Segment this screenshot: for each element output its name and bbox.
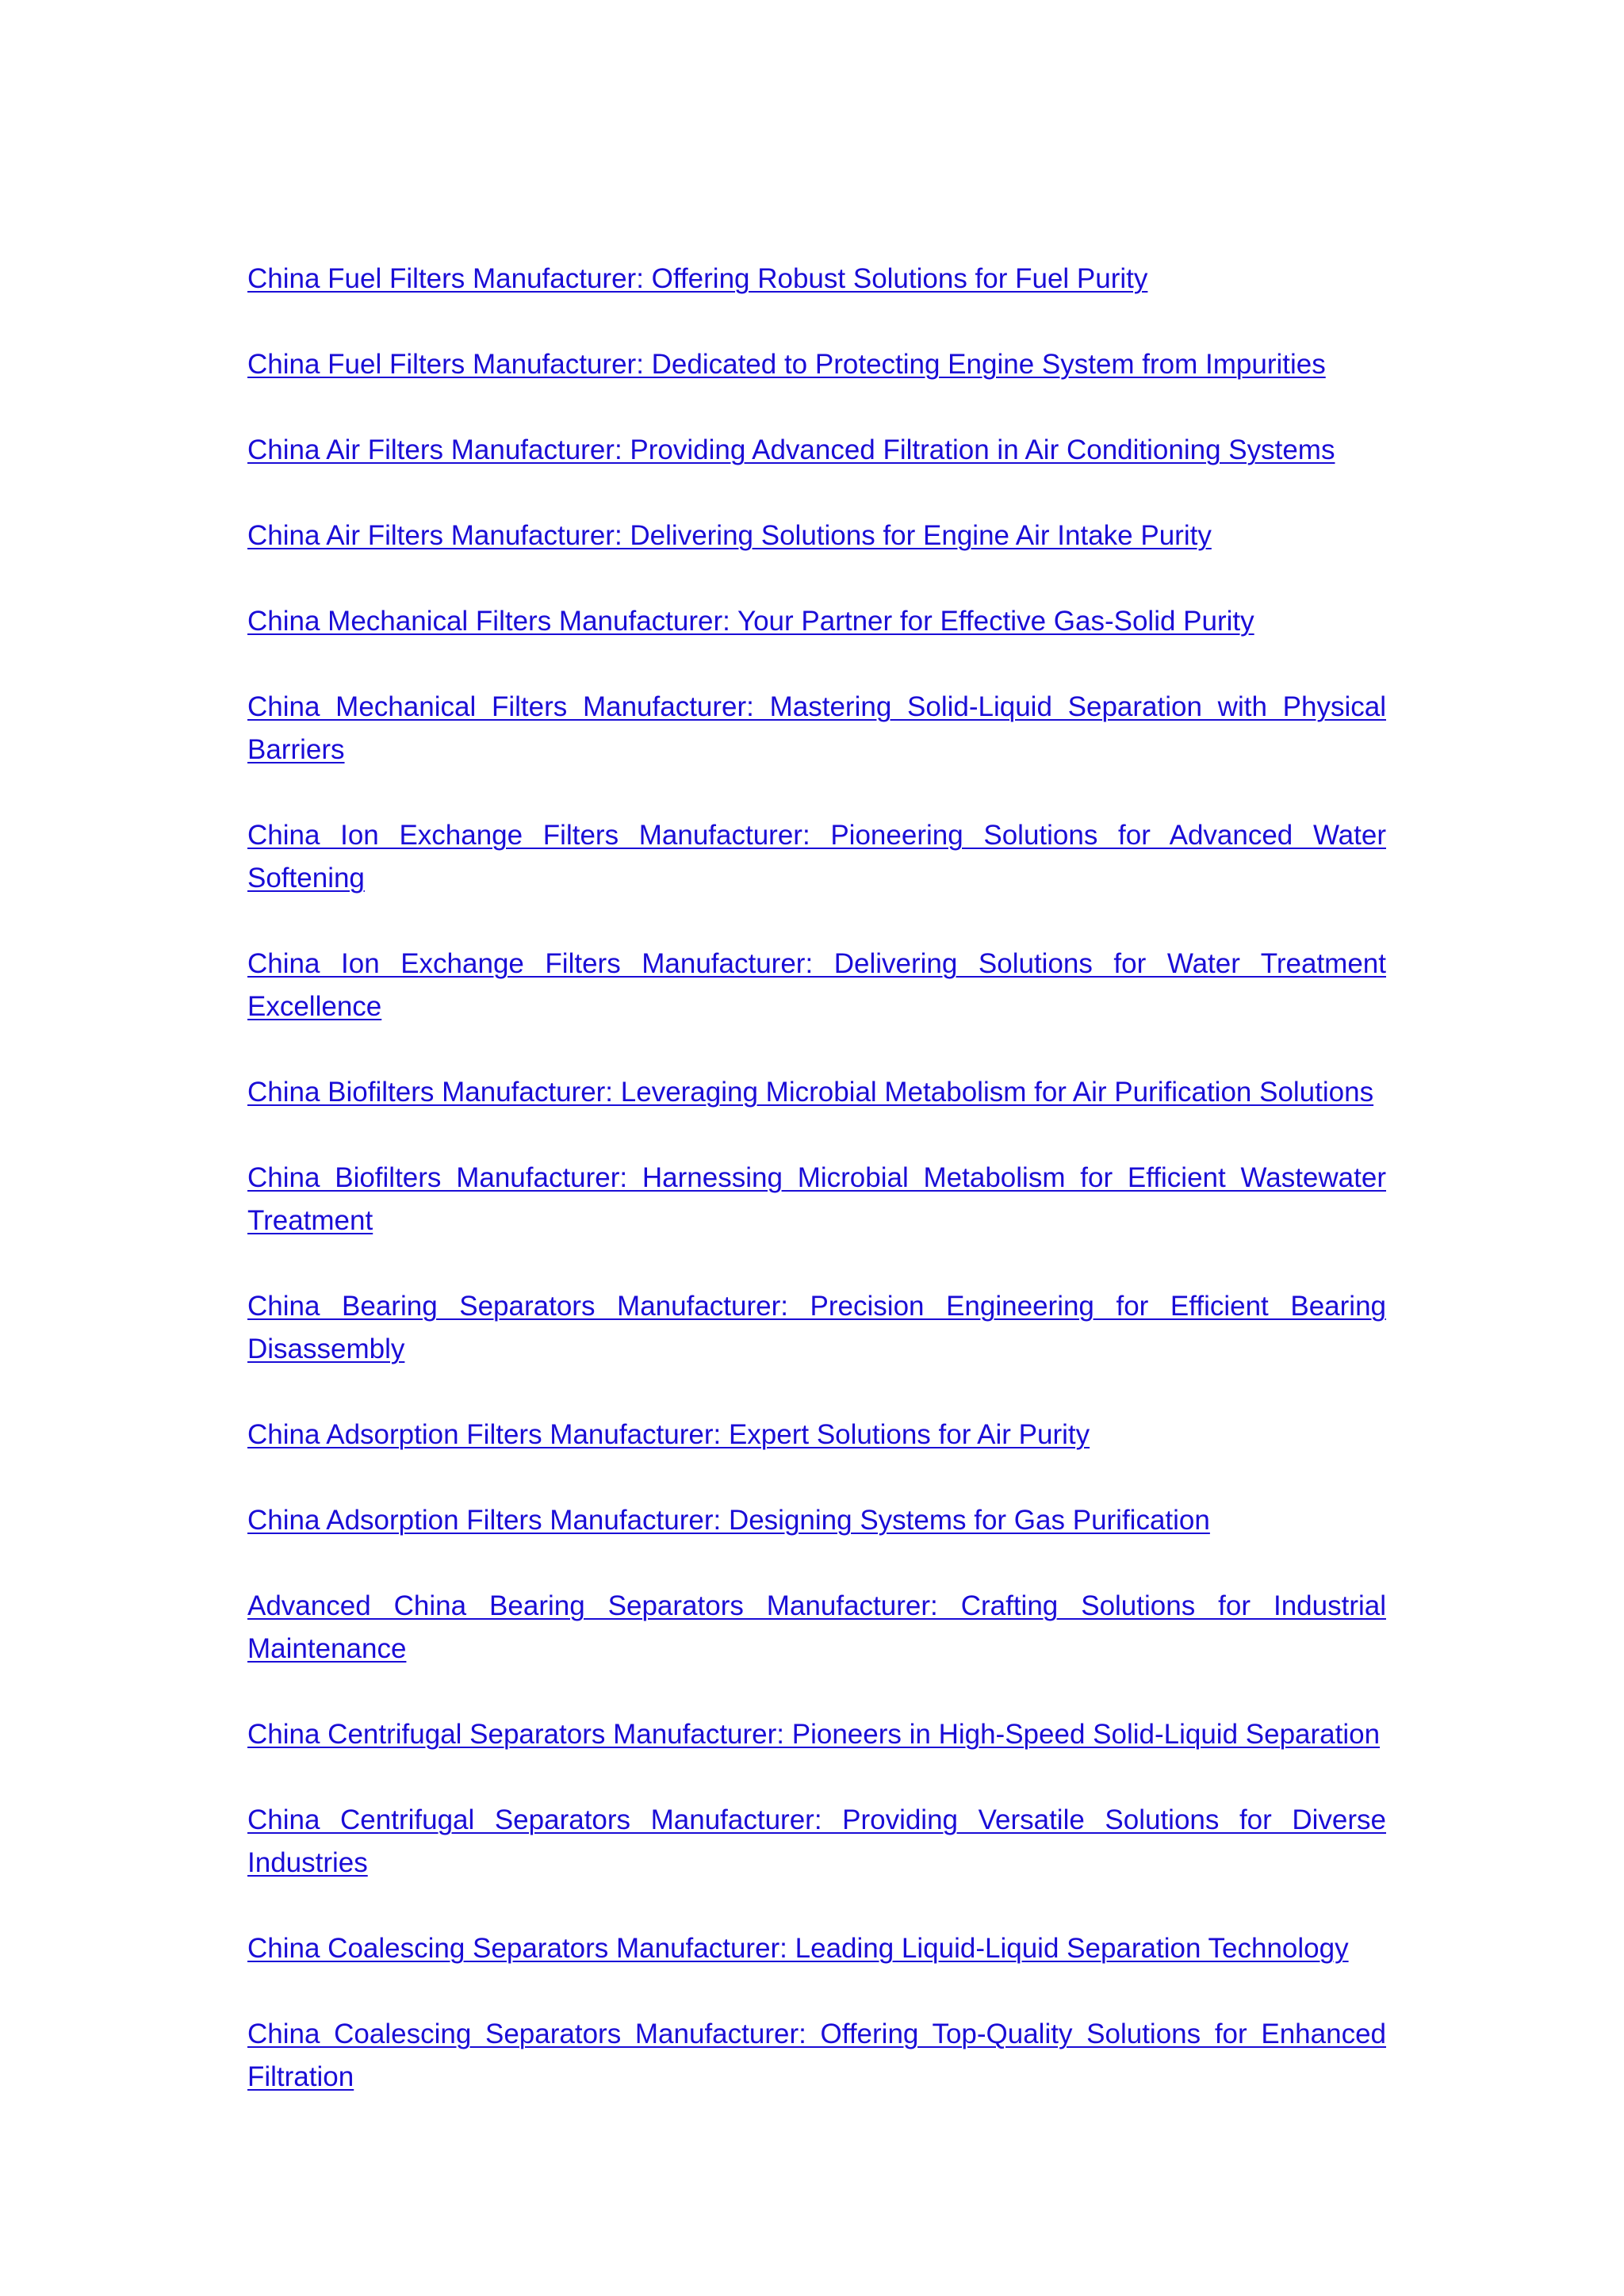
article-link[interactable]: China Bearing Separators Manufacturer: Precision Engineering for Efficient Bearing Disassembly bbox=[247, 1291, 1386, 1364]
list-item bbox=[247, 1713, 1386, 1756]
article-link[interactable]: China Centrifugal Separators Manufacturer: Pioneers in High-Speed Solid-Liquid Separation bbox=[247, 1719, 1381, 1750]
list-item bbox=[247, 1799, 1386, 1885]
article-link[interactable]: China Coalescing Separators Manufacturer: Offering Top-Quality Solutions for Enhanced Filtration bbox=[247, 2019, 1386, 2092]
article-link[interactable]: China Mechanical Filters Manufacturer: Mastering Solid-Liquid Separation with Physical Barriers bbox=[247, 691, 1386, 765]
list-item bbox=[247, 686, 1386, 771]
list-item bbox=[247, 1499, 1386, 1542]
article-link[interactable]: China Biofilters Manufacturer: Leveraging Microbial Metabolism for Air Purification Solutions bbox=[247, 1077, 1374, 1108]
article-link[interactable]: China Mechanical Filters Manufacturer: Your Partner for Effective Gas-Solid Purity bbox=[247, 606, 1254, 637]
article-link[interactable]: China Fuel Filters Manufacturer: Dedicated to Protecting Engine System from Impurities bbox=[247, 349, 1326, 380]
article-link[interactable]: China Adsorption Filters Manufacturer: Expert Solutions for Air Purity bbox=[247, 1419, 1090, 1450]
article-link[interactable]: China Fuel Filters Manufacturer: Offering Robust Solutions for Fuel Purity bbox=[247, 263, 1148, 294]
article-link-list bbox=[247, 258, 1386, 2141]
article-link[interactable]: China Centrifugal Separators Manufacturer: Providing Versatile Solutions for Diverse Industries bbox=[247, 1804, 1386, 1878]
list-item bbox=[247, 429, 1386, 472]
article-link[interactable]: China Ion Exchange Filters Manufacturer: Pioneering Solutions for Advanced Water Softening bbox=[247, 820, 1386, 894]
article-link[interactable]: China Ion Exchange Filters Manufacturer: Delivering Solutions for Water Treatment Excellence bbox=[247, 948, 1386, 1022]
list-item bbox=[247, 814, 1386, 900]
list-item bbox=[247, 1157, 1386, 1242]
article-link[interactable]: China Adsorption Filters Manufacturer: Designing Systems for Gas Purification bbox=[247, 1505, 1210, 1536]
list-item bbox=[247, 600, 1386, 643]
list-item bbox=[247, 1927, 1386, 1970]
article-link[interactable]: China Coalescing Separators Manufacturer: Leading Liquid-Liquid Separation Technology bbox=[247, 1933, 1349, 1964]
list-item bbox=[247, 515, 1386, 557]
list-item bbox=[247, 343, 1386, 386]
article-link[interactable]: Advanced China Bearing Separators Manufacturer: Crafting Solutions for Industrial Maintenance bbox=[247, 1590, 1386, 1664]
list-item bbox=[247, 2013, 1386, 2099]
article-link[interactable]: China Air Filters Manufacturer: Delivering Solutions for Engine Air Intake Purity bbox=[247, 520, 1212, 551]
article-link[interactable]: China Biofilters Manufacturer: Harnessing Microbial Metabolism for Efficient Wastewater Treatment bbox=[247, 1162, 1386, 1236]
list-item bbox=[247, 1414, 1386, 1456]
article-link[interactable]: China Air Filters Manufacturer: Providing Advanced Filtration in Air Conditioning Systems bbox=[247, 434, 1335, 465]
list-item bbox=[247, 1071, 1386, 1114]
list-item bbox=[247, 258, 1386, 300]
list-item bbox=[247, 1585, 1386, 1670]
list-item bbox=[247, 943, 1386, 1028]
list-item bbox=[247, 1285, 1386, 1371]
